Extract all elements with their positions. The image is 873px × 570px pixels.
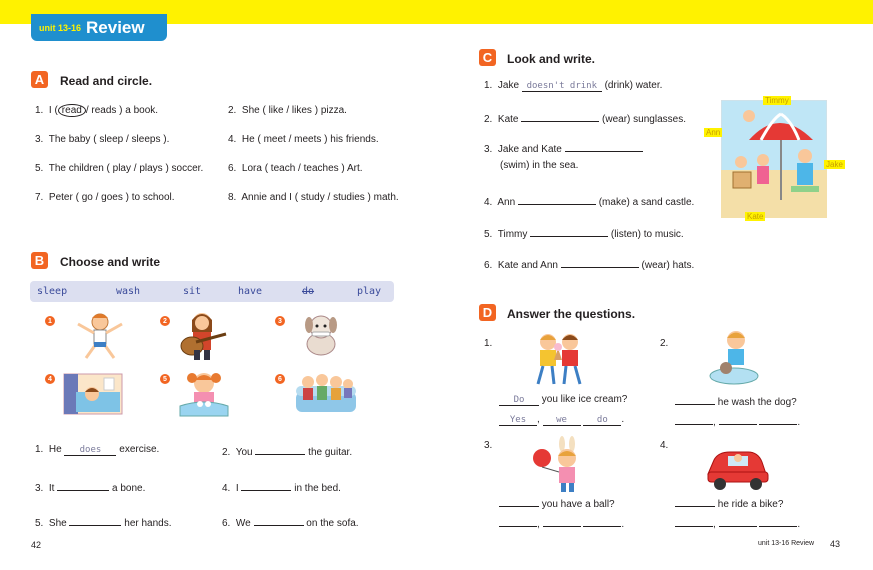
- answer-blank[interactable]: [518, 194, 596, 205]
- a-item-1: 1. I ( read / reads ) a book.: [35, 105, 159, 116]
- pic-number-2: 2: [160, 316, 170, 326]
- word-play: play: [357, 286, 382, 297]
- section-a-badge: A: [31, 71, 48, 88]
- tag-kate: Kate: [747, 212, 764, 221]
- bunny-girl-ball-illustration: [530, 436, 588, 494]
- answer-blank[interactable]: [719, 516, 757, 527]
- unit-tab: [31, 14, 167, 41]
- answer-blank[interactable]: Do: [499, 395, 539, 406]
- c-item-3-continued: (swim) in the sea.: [500, 160, 579, 171]
- puppy-bone-illustration: [296, 312, 346, 358]
- word-have: have: [238, 286, 263, 297]
- girl-washing-hands-illustration: [176, 370, 232, 418]
- word-wash: wash: [116, 286, 141, 297]
- answer-blank[interactable]: [499, 516, 537, 527]
- section-b-badge: B: [31, 252, 48, 269]
- girl-guitar-illustration: [176, 310, 231, 362]
- a-item-5: 5. The children ( play / plays ) soccer.: [35, 163, 204, 174]
- word-do-used: do: [302, 286, 315, 297]
- c-item-2: 2. Kate (wear) sunglasses.: [484, 111, 686, 125]
- section-d-badge: D: [479, 304, 496, 321]
- d-q4-question: he ride a bike?: [675, 496, 783, 510]
- section-c-title: Look and write.: [507, 52, 596, 66]
- right-page-number: 43: [830, 539, 841, 549]
- pic-number-1: 1: [45, 316, 55, 326]
- d-q3-answer: , .: [499, 516, 624, 530]
- answer-blank[interactable]: [255, 444, 305, 455]
- d-q1-number: 1.: [484, 338, 493, 349]
- section-b-title: Choose and write: [60, 255, 161, 269]
- d-q2-question: he wash the dog?: [675, 394, 797, 408]
- word-bank: [30, 281, 394, 302]
- pic-number-3: 3: [275, 316, 285, 326]
- d-q1-question: Do you like ice cream?: [499, 394, 627, 406]
- answer-blank[interactable]: [561, 257, 639, 268]
- answer-blank[interactable]: [57, 480, 109, 491]
- section-d-title: Answer the questions.: [507, 307, 636, 321]
- tag-timmy: Timmy: [765, 96, 789, 105]
- answer-blank[interactable]: [583, 516, 621, 527]
- word-sit: sit: [183, 286, 202, 297]
- answer-blank[interactable]: [675, 496, 715, 507]
- answer-blank[interactable]: [254, 515, 304, 526]
- answer-blank[interactable]: do: [583, 415, 621, 426]
- pic-number-4: 4: [45, 374, 55, 384]
- answer-blank[interactable]: [675, 394, 715, 405]
- pic-number-6: 6: [275, 374, 285, 384]
- b-sentence-2: 2. You the guitar.: [222, 444, 352, 458]
- child-exercising-illustration: [70, 310, 130, 362]
- answer-blank[interactable]: [530, 226, 608, 237]
- c-item-3: 3. Jake and Kate: [484, 141, 643, 155]
- a-item-6: 6. Lora ( teach / teaches ) Art.: [228, 163, 363, 174]
- answer-blank[interactable]: [675, 414, 713, 425]
- answer-blank[interactable]: [69, 515, 121, 526]
- a-item-2: 2. She ( like / likes ) pizza.: [228, 105, 347, 116]
- page-title: Review: [86, 17, 145, 37]
- b-sentence-1: 1. He does exercise.: [35, 444, 160, 455]
- b-sentence-6: 6. We on the sofa.: [222, 515, 359, 529]
- a-item-4: 4. He ( meet / meets ) his friends.: [228, 134, 379, 145]
- answer-blank[interactable]: [521, 111, 599, 122]
- a-item-3: 3. The baby ( sleep / sleeps ).: [35, 134, 170, 145]
- answer-blank[interactable]: Yes: [499, 415, 537, 426]
- d-q2-number: 2.: [660, 338, 669, 349]
- tag-ann: Ann: [706, 128, 721, 137]
- answer-blank[interactable]: [759, 516, 797, 527]
- b-sentence-3: 3. It a bone.: [35, 480, 145, 494]
- beach-scene-illustration: [721, 100, 827, 218]
- circled-answer: read: [58, 104, 86, 117]
- c-item-6: 6. Kate and Ann (wear) hats.: [484, 257, 694, 271]
- answer-blank[interactable]: [719, 414, 757, 425]
- section-a-title: Read and circle.: [60, 74, 153, 88]
- right-footer-unit: unit 13-16 Review: [758, 540, 815, 547]
- answer-blank[interactable]: does: [64, 445, 116, 456]
- answer-blank[interactable]: doesn't drink: [522, 81, 602, 92]
- d-q4-answer: , .: [675, 516, 800, 530]
- answer-blank[interactable]: [499, 496, 539, 507]
- boy-washing-dog-illustration: [706, 328, 762, 388]
- word-sleep: sleep: [37, 286, 68, 297]
- pic-number-5: 5: [160, 374, 170, 384]
- boy-red-car-illustration: [704, 444, 770, 492]
- section-c-badge: C: [479, 49, 496, 66]
- answer-blank[interactable]: [543, 516, 581, 527]
- c-item-5: 5. Timmy (listen) to music.: [484, 226, 684, 240]
- d-q1-answer: Yes , we do .: [499, 414, 624, 426]
- answer-blank[interactable]: we: [543, 415, 581, 426]
- unit-label: unit 13-16: [39, 22, 82, 33]
- a-item-7: 7. Peter ( go / goes ) to school.: [35, 192, 175, 203]
- b-sentence-5: 5. She her hands.: [35, 515, 172, 529]
- answer-blank[interactable]: [759, 414, 797, 425]
- d-q3-number: 3.: [484, 440, 493, 451]
- family-sofa-illustration: [292, 368, 360, 418]
- answer-blank[interactable]: [241, 480, 291, 491]
- c-item-1: 1. Jake doesn't drink (drink) water.: [484, 80, 663, 91]
- left-page-number: 42: [31, 540, 42, 550]
- child-bed-illustration: [62, 370, 124, 416]
- d-q3-question: you have a ball?: [499, 496, 615, 510]
- d-q4-number: 4.: [660, 440, 669, 451]
- answer-blank[interactable]: [565, 141, 643, 152]
- answer-blank[interactable]: [675, 516, 713, 527]
- kids-ice-cream-illustration: [530, 330, 588, 388]
- b-sentence-4: 4. I in the bed.: [222, 480, 341, 494]
- d-q2-answer: , .: [675, 414, 800, 428]
- tag-jake: Jake: [826, 160, 843, 169]
- c-item-4: 4. Ann (make) a sand castle.: [484, 194, 694, 208]
- a-item-8: 8. Annie and I ( study / studies ) math.: [228, 192, 399, 203]
